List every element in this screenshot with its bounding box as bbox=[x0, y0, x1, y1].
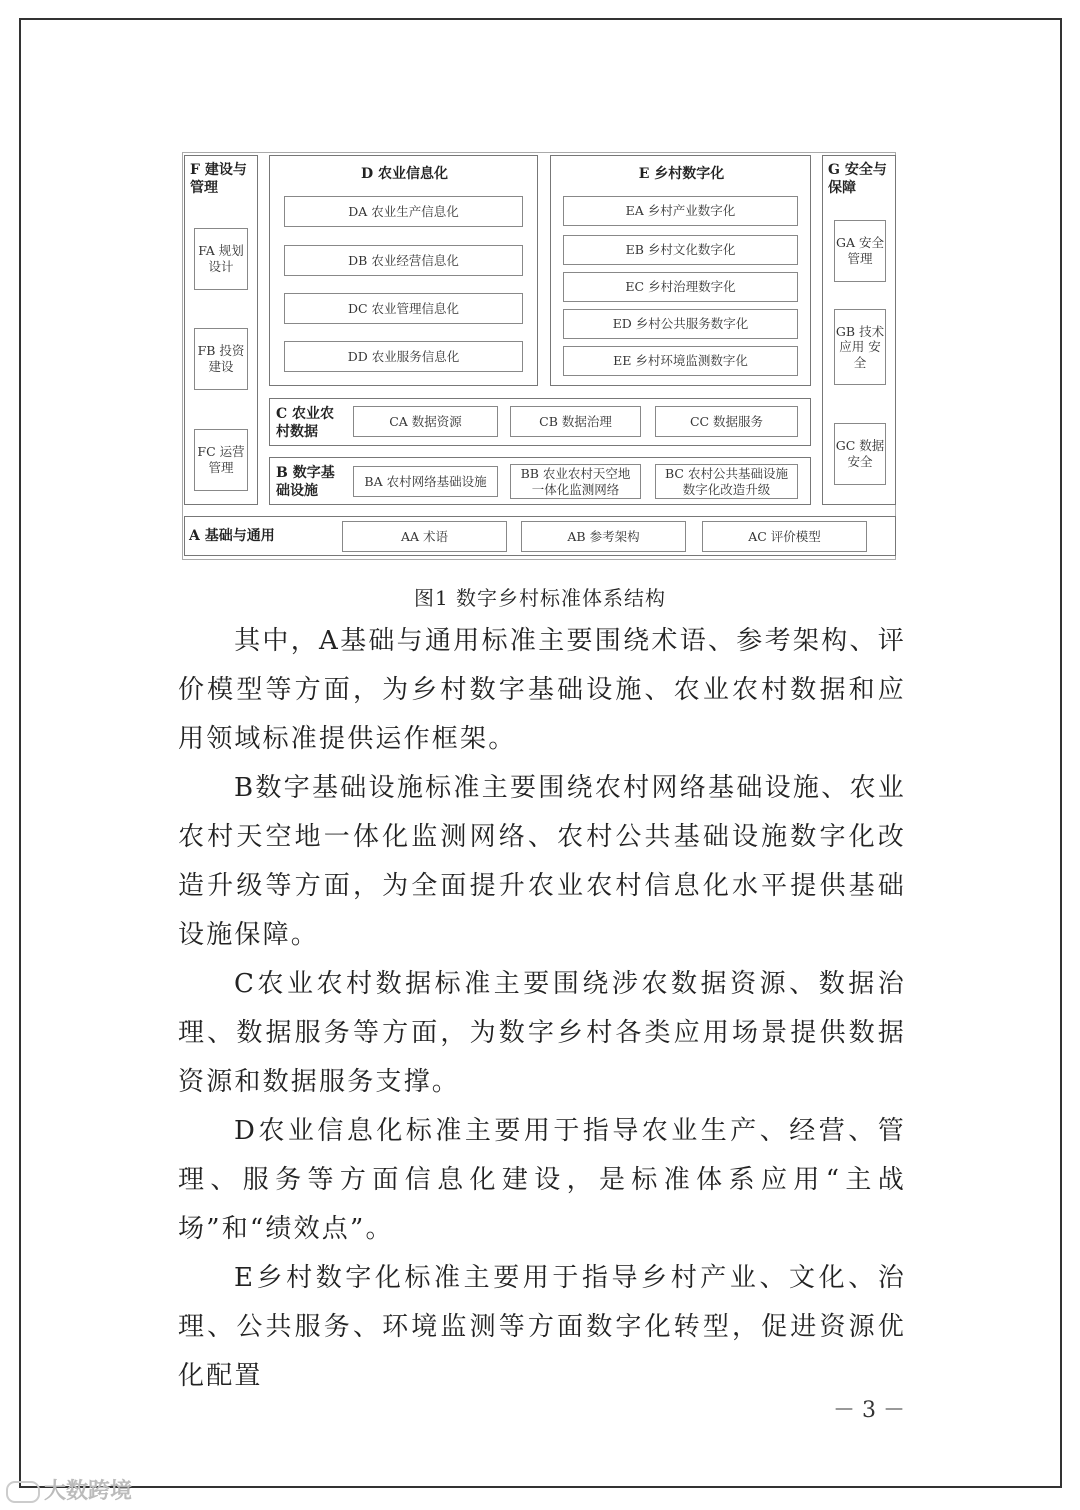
block-g-title: G 安全与保障 bbox=[828, 162, 887, 197]
block-b-title: B 数字基础设施 bbox=[276, 465, 335, 500]
item-gc: GC 数据 安全 bbox=[834, 423, 886, 485]
watermark bbox=[6, 1474, 132, 1505]
item-ea: EA 乡村产业数字化 bbox=[563, 196, 798, 226]
item-eb: EB 乡村文化数字化 bbox=[563, 235, 798, 265]
block-e bbox=[550, 155, 811, 386]
block-b bbox=[269, 457, 811, 505]
paragraph-a bbox=[178, 617, 906, 764]
item-ee: EE 乡村环境监测数字化 bbox=[563, 346, 798, 376]
watermark-text: 大数跨境 bbox=[44, 1479, 133, 1504]
item-fa: FA 规划 设计 bbox=[194, 228, 248, 290]
block-e-title: E 乡村数字化 bbox=[638, 166, 725, 182]
item-cc: CC 数据服务 bbox=[655, 406, 798, 437]
paragraph-d bbox=[178, 1107, 906, 1254]
block-d bbox=[269, 155, 538, 386]
watermark-logo-icon bbox=[6, 1481, 40, 1503]
paragraph-c-text: C农业农村数据标准主要围绕涉农数据资源、数据治理、数据服务等方面，为数字乡村各类应用场景提供数据资源和数据服务支撑。 bbox=[178, 969, 906, 1097]
paragraph-c bbox=[178, 960, 906, 1107]
item-bc: BC 农村公共基础设施数字化改造升级 bbox=[655, 464, 798, 499]
item-bb: BB 农业农村天空地一体化监测网络 bbox=[510, 464, 641, 499]
figure-caption: 图1 数字乡村标准体系结构 bbox=[413, 586, 667, 610]
item-cb: CB 数据治理 bbox=[510, 406, 641, 437]
item-dc: DC 农业管理信息化 bbox=[284, 293, 523, 324]
item-dd: DD 农业服务信息化 bbox=[284, 341, 523, 372]
paragraph-b bbox=[178, 764, 906, 960]
item-fc: FC 运营 管理 bbox=[194, 429, 248, 491]
paragraph-e bbox=[178, 1254, 906, 1401]
item-ba: BA 农村网络基础设施 bbox=[353, 466, 498, 497]
item-ca: CA 数据资源 bbox=[353, 406, 498, 437]
item-ab: AB 参考架构 bbox=[521, 521, 686, 552]
item-da: DA 农业生产信息化 bbox=[284, 196, 523, 227]
item-db: DB 农业经营信息化 bbox=[284, 245, 523, 276]
block-c-title: C 农业农村数据 bbox=[276, 406, 335, 441]
block-f bbox=[184, 155, 258, 505]
item-ga: GA 安全 管理 bbox=[834, 220, 886, 282]
block-a-title: A 基础与通用 bbox=[189, 528, 275, 544]
paragraph-e-text: E乡村数字化标准主要用于指导乡村产业、文化、治理、公共服务、环境监测等方面数字化转型，促进资源优化配置 bbox=[178, 1263, 906, 1391]
paragraph-b-text: B数字基础设施标准主要围绕农村网络基础设施、农业农村天空地一体化监测网络、农村公共基础设施数字化改造升级等方面，为全面提升农业农村信息化水平提供基础设施保障。 bbox=[178, 773, 906, 950]
block-f-title: F 建设与管理 bbox=[190, 162, 247, 197]
paragraph-a-text: 其中，A基础与通用标准主要围绕术语、参考架构、评价模型等方面，为乡村数字基础设施、农业农村数据和应用领域标准提供运作框架。 bbox=[178, 626, 906, 754]
item-gb: GB 技术 应用 安全 bbox=[834, 309, 886, 385]
item-ec: EC 乡村治理数字化 bbox=[563, 272, 798, 302]
block-a bbox=[184, 516, 896, 556]
item-ac: AC 评价模型 bbox=[702, 521, 867, 552]
paragraph-d-text: D农业信息化标准主要用于指导农业生产、经营、管理、服务等方面信息化建设，是标准体系应用“主战场”和“绩效点”。 bbox=[178, 1116, 906, 1244]
item-aa: AA 术语 bbox=[342, 521, 507, 552]
block-c bbox=[269, 398, 811, 446]
block-d-title: D 农业信息化 bbox=[360, 166, 448, 182]
item-fb: FB 投资 建设 bbox=[194, 328, 248, 390]
block-g bbox=[822, 155, 896, 505]
item-ed: ED 乡村公共服务数字化 bbox=[563, 309, 798, 339]
page-number: － 3 － bbox=[833, 1398, 905, 1423]
